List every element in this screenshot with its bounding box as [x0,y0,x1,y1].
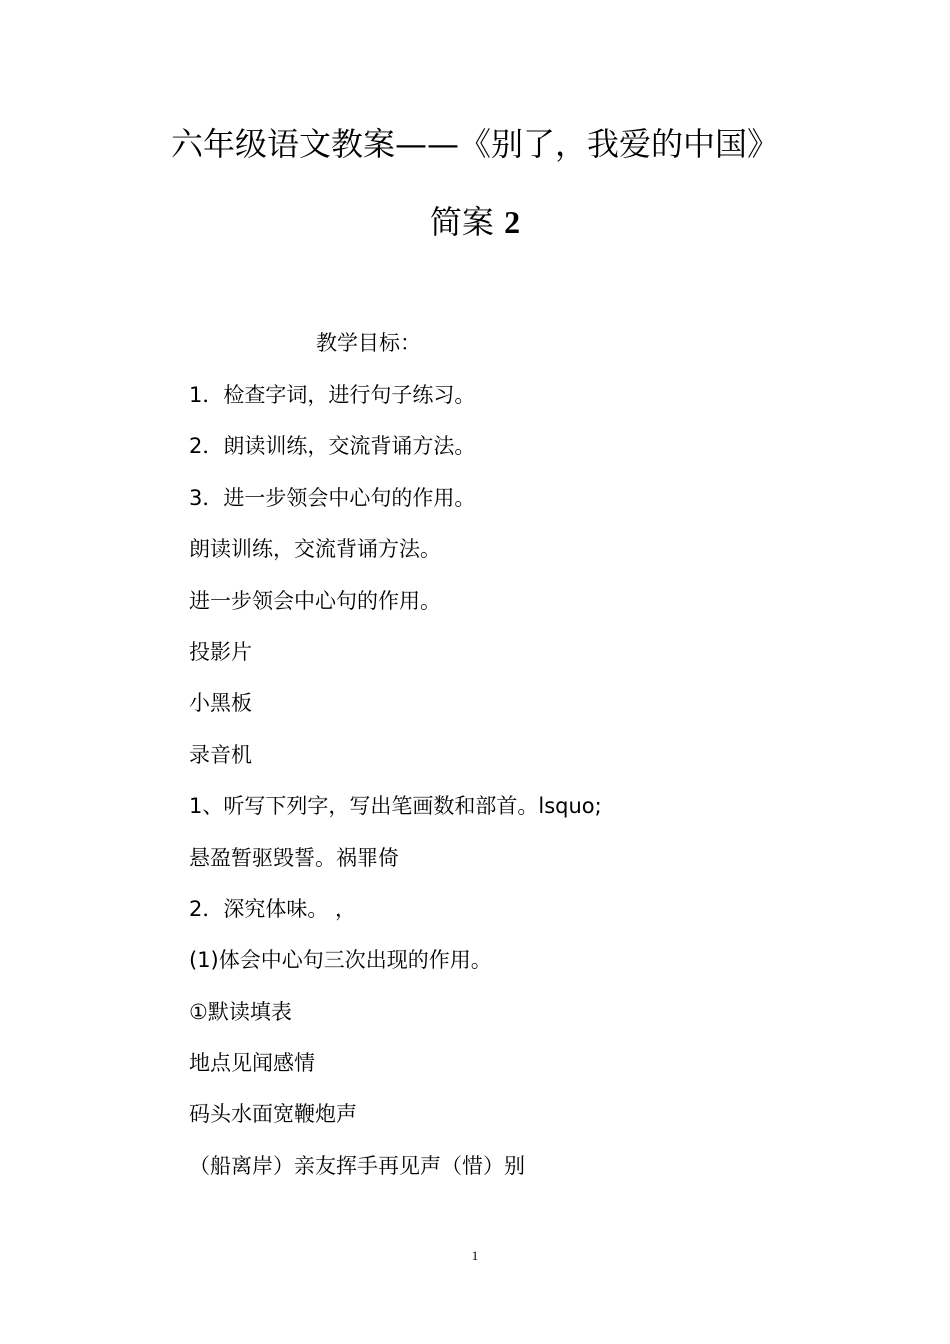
body-line: 悬盈暂驱毁誓。祸罪倚 [189,845,399,870]
page-number: 1 [471,1248,479,1263]
body-line: 录音机 [189,742,252,767]
section-heading-teaching-goals: 教学目标： [316,331,421,355]
body-line: 1．检查字词，进行句子练习。 [189,383,476,407]
body-text [189,380,602,1202]
document-title-line-2 [0,202,950,242]
body-line: 2．深究体味。 ， [189,896,357,921]
body-line: 3．进一步领会中心句的作用。 [189,485,476,510]
body-line: 码头水面宽鞭炮声 [189,1102,357,1127]
title-text: 简案 [429,203,494,241]
body-line: 小黑板 [189,691,252,716]
body-line: 投影片 [189,639,252,664]
title-number: 2 [504,204,521,240]
body-line: 进一步领会中心句的作用。 [189,588,441,613]
body-line: (1)体会中心句三次出现的作用。 [189,948,492,973]
body-line: 朗读训练，交流背诵方法。 [189,537,441,562]
body-line: （船离岸）亲友挥手再见声（惜）别 [189,1153,525,1178]
body-line: 地点见闻感情 [189,1051,315,1076]
body-line: ①默读填表 [189,999,292,1024]
document-title-line-1: 六年级语文教案——《别了，我爱的中国》 [170,125,779,163]
body-line: 1、听写下列字，写出笔画数和部首。lsquo; [189,794,602,819]
body-line: 2．朗读训练，交流背诵方法。 [189,434,476,459]
